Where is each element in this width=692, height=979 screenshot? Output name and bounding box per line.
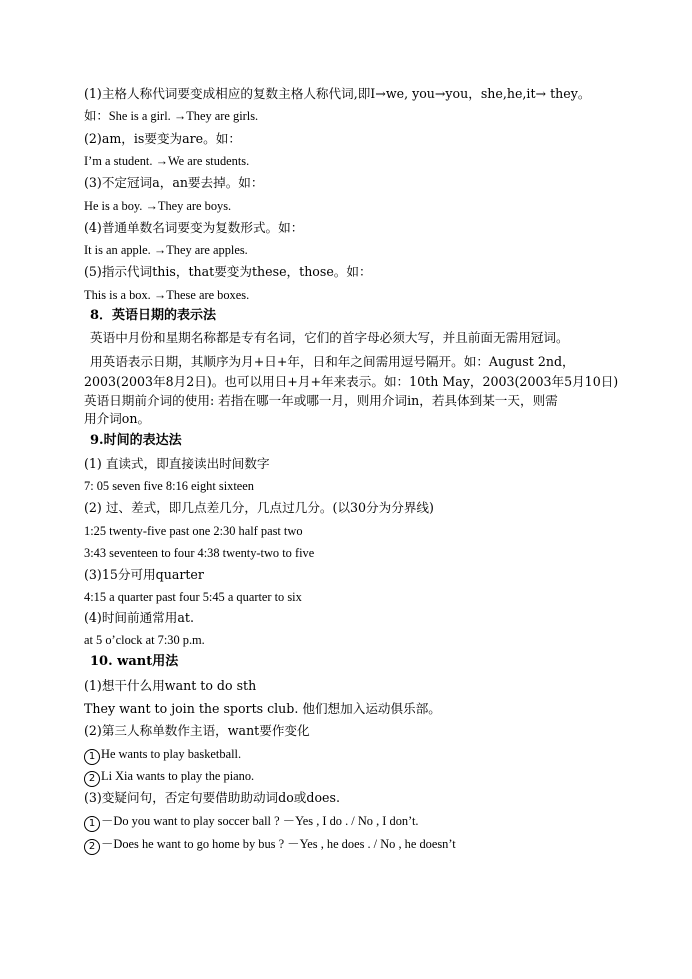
- circled-number-icon: 2: [84, 771, 100, 787]
- text-line: 如：She is a girl. →They are girls.: [84, 109, 259, 123]
- text-line: He is a boy. →They are boys.: [84, 199, 232, 213]
- text-line: (1)想干什么用want to do sth: [84, 678, 257, 693]
- paragraph-line: 英语日期前介词的使用: 若指在哪一年或哪一月，则用介词in，若具体到某一天，则需: [84, 393, 558, 408]
- text-line: (3)变疑问句，否定句要借助助动词do或does.: [84, 790, 340, 805]
- text-line: (4)普通单数名词要变为复数形式。如：: [84, 220, 304, 235]
- text-line: (2)am，is要变为are。如：: [84, 131, 241, 146]
- circled-number-icon: 1: [84, 749, 100, 765]
- paragraph-line: 用英语表示日期，其顺序为月+日+年，日和年之间需用逗号隔开。如：August 2nd，: [90, 354, 575, 369]
- paragraph-line: 用介词on。: [84, 411, 151, 426]
- list-item-text: －Do you want to play soccer ball ? －Yes , I do . / No , I don’t.: [101, 814, 419, 828]
- text-line: at 5 o’clock at 7:30 p.m.: [84, 633, 205, 647]
- list-item: [84, 834, 456, 855]
- text-line: It is an apple. →They are apples.: [84, 243, 248, 257]
- list-item: [84, 766, 254, 787]
- circled-number-icon: 1: [84, 816, 100, 832]
- text-line: (3)15分可用quarter: [84, 567, 204, 582]
- text-line: 3:43 seventeen to four 4:38 twenty-two to five: [84, 546, 315, 560]
- text-line: (4)时间前通常用at.: [84, 610, 194, 625]
- text-line: (2)第三人称单数作主语，want要作变化: [84, 723, 310, 738]
- section-heading: 8．英语日期的表示法: [90, 308, 217, 323]
- text-line: I’m a student. →We are students.: [84, 154, 250, 168]
- text-line: (1)主格人称代词要变成相应的复数主格人称代词,即I→we, you→you，she,he,it→ they。: [84, 86, 591, 101]
- text-line: (3)不定冠词a，an要去掉。如：: [84, 175, 264, 190]
- text-line: (2) 过、差式，即几点差几分，几点过几分。(以30分为分界线): [84, 500, 434, 515]
- text-line: 1:25 twenty-five past one 2:30 half past two: [84, 524, 303, 538]
- list-item: [84, 811, 419, 832]
- paragraph-line: 2003(2003年8月2日)。也可以用日+月+年来表示。如：10th May，2003(2003年5月10日): [84, 374, 619, 389]
- text-line: 7: 05 seven five 8:16 eight sixteen: [84, 479, 254, 493]
- section-heading: 9.时间的表达法: [90, 433, 182, 448]
- text-line: (1) 直读式，即直接读出时间数字: [84, 456, 270, 471]
- list-item-text: He wants to play basketball.: [101, 747, 242, 761]
- text-line: (5)指示代词this，that要变为these，those。如：: [84, 264, 372, 279]
- section-heading: 10. want用法: [90, 654, 179, 669]
- text-line: They want to join the sports club. 他们想加入运动俱乐部。: [84, 701, 441, 716]
- circled-number-icon: 2: [84, 839, 100, 855]
- list-item: [84, 744, 241, 765]
- list-item-text: Li Xia wants to play the piano.: [101, 769, 255, 783]
- list-item-text: －Does he want to go home by bus ? －Yes , he does . / No , he doesn’t: [101, 837, 456, 851]
- paragraph-line: 英语中月份和星期名称都是专有名词，它们的首字母必须大写，并且前面无需用冠词。: [90, 330, 569, 345]
- text-line: 4:15 a quarter past four 5:45 a quarter to six: [84, 590, 302, 604]
- text-line: This is a box. →These are boxes.: [84, 288, 250, 302]
